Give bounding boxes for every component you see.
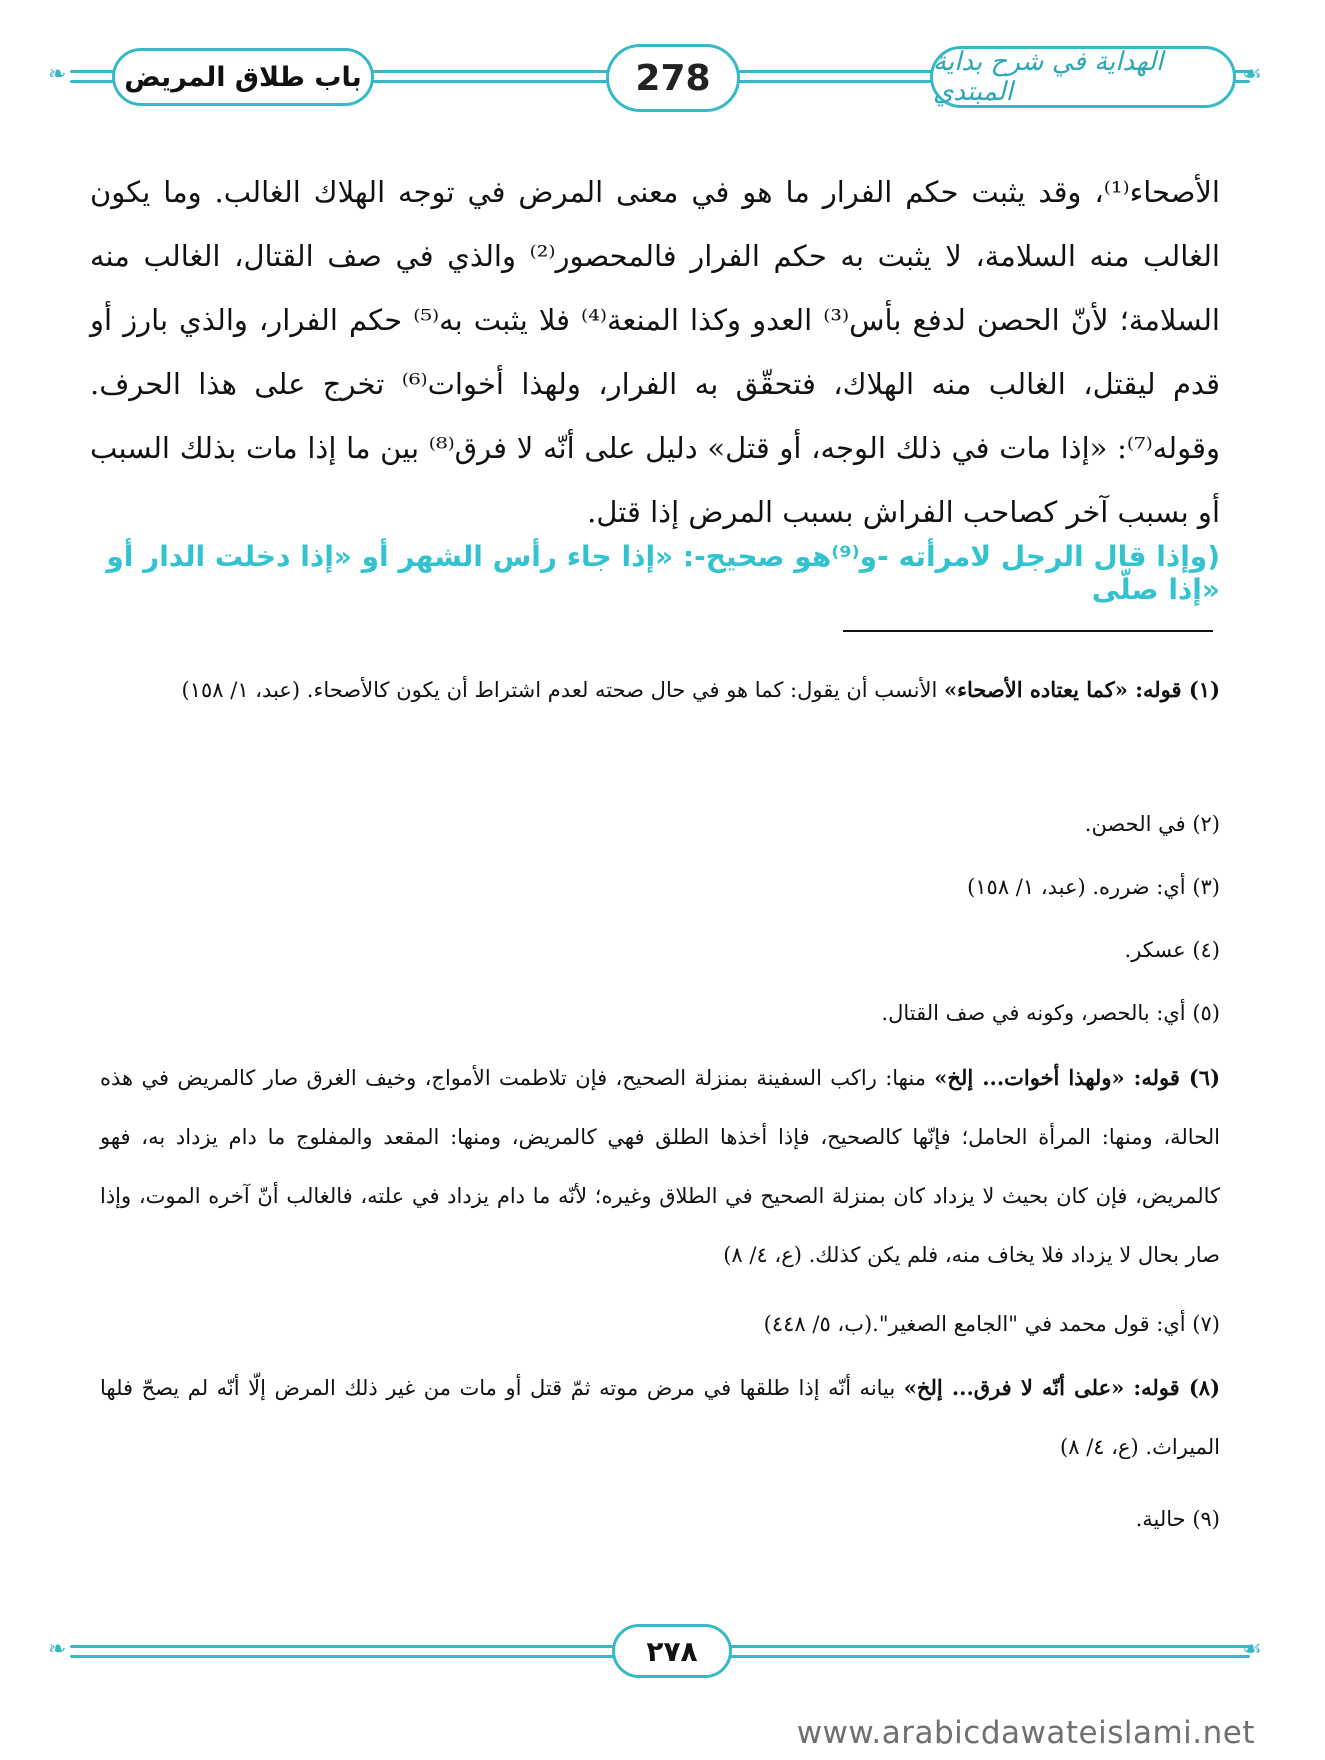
footnote-1-text: الأنسب أن يقول: كما هو في حال صحته لعدم اشتراط أن يكون كالأصحاء. (عبد، ١/ ١٥٨) <box>181 678 944 702</box>
footnote-8-lead: (٨) قوله: «على أنّه لا فرق... إلخ» <box>903 1375 1221 1400</box>
body-paragraph: الأصحاء⁽¹⁾، وقد يثبت حكم الفرار ما هو في معنى المرض في توجه الهلاك الغالب. وما يكون الغالب منه السلامة، لا يثبت به حكم الفرار فالمحصور⁽²⁾ والذي في صف القتال، الغالب منه السلامة؛ لأنّ الحصن لدفع بأس⁽³⁾ العدو وكذا المنعة⁽⁴⁾ فلا يثبت به⁽⁵⁾ حكم الفرار، والذي بارز أو قدم ليقتل، الغالب منه الهلاك، فتحقّق به الفرار، ولهذا أخوات⁽⁶⁾ تخرج على هذا الحرف. وقوله⁽⁷⁾: «إذا مات في ذلك الوجه، أو قتل» دليل على أنّه لا فرق⁽⁸⁾ بين ما إذا مات بذلك السبب أو بسبب آخر كصاحب الفراش بسبب المرض إذا قتل. <box>90 175 1220 529</box>
footer-ornament-left-icon: ❧ <box>48 1637 67 1662</box>
footnote-8 <box>100 1358 1220 1477</box>
footnote-1 <box>100 660 1220 720</box>
footnote-8-text: بيانه أنّه إذا طلقها في مرض موته ثمّ قتل أو مات من غير ذلك المرض إلّا أنّه لم يصحّ فلها الميراث. (ع، ٤/ ٨) <box>100 1376 1220 1459</box>
header-ornament-right-icon: ☙ <box>1242 62 1262 87</box>
footer-page-number-box <box>612 1624 732 1678</box>
header-ornament-left-icon: ❧ <box>48 62 67 87</box>
footnote-5: (٥) أي: بالحصر، وكونه في صف القتال. <box>881 1001 1220 1025</box>
footnote-2: (٢) في الحصن. <box>1084 812 1220 836</box>
footnote-3: (٣) أي: ضرره. (عبد، ١/ ١٥٨) <box>967 875 1220 899</box>
page-number: 278 <box>635 57 711 99</box>
main-text <box>90 160 1220 544</box>
footer-page-number: ٢٧٨ <box>646 1634 698 1668</box>
footnote-9: (٩) حالية. <box>1135 1507 1220 1531</box>
footnote-7: (٧) أي: قول محمد في "الجامع الصغير".(ب، ٥/ ٤٤٨) <box>763 1312 1220 1336</box>
footnote-1-lead: (١) قوله: «كما يعتاده الأصحاء» <box>943 677 1220 702</box>
footnote-6 <box>100 1048 1220 1285</box>
book-title: الهداية في شرح بداية المبتدي <box>933 47 1164 107</box>
website-url[interactable]: www.arabicdawateislami.net <box>796 1715 1255 1751</box>
footer-ornament-right-icon: ☙ <box>1242 1637 1262 1662</box>
chapter-title: باب طلاق المريض <box>124 61 362 93</box>
footnote-separator <box>843 630 1213 632</box>
footnote-4: (٤) عسكر. <box>1124 938 1220 962</box>
page-number-box <box>606 44 740 112</box>
chapter-title-box <box>112 48 374 106</box>
footnote-6-text: منها: راكب السفينة بمنزلة الصحيح، فإن تلاطمت الأمواج، وخيف الغرق صار كالمريض في هذه الحالة، ومنها: المرأة الحامل؛ فإنّها كالصحيح، فإذا أخذها الطلق فهي كالمريض، ومنها: المقعد والمفلوج ما دام يزداد به، فهو كالمريض، فإن كان بحيث لا يزداد كان بمنزلة الصحيح في الطلاق وغيره؛ لأنّه ما دام يزداد في علته، فالغالب أنّ آخره الموت، وإذا صار بحال لا يزداد فلا يخاف منه، فلم يكن كذلك. (ع، ٤/ ٨) <box>100 1066 1220 1267</box>
book-title-box <box>930 46 1236 108</box>
matn-quote: (وإذا قال الرجل لامرأته -و⁽⁹⁾هو صحيح-: «إذا جاء رأس الشهر أو «إذا دخلت الدار أو «إذا صلّى <box>106 540 1220 606</box>
footnote-6-lead: (٦) قوله: «ولهذا أخوات... إلخ» <box>934 1065 1220 1090</box>
